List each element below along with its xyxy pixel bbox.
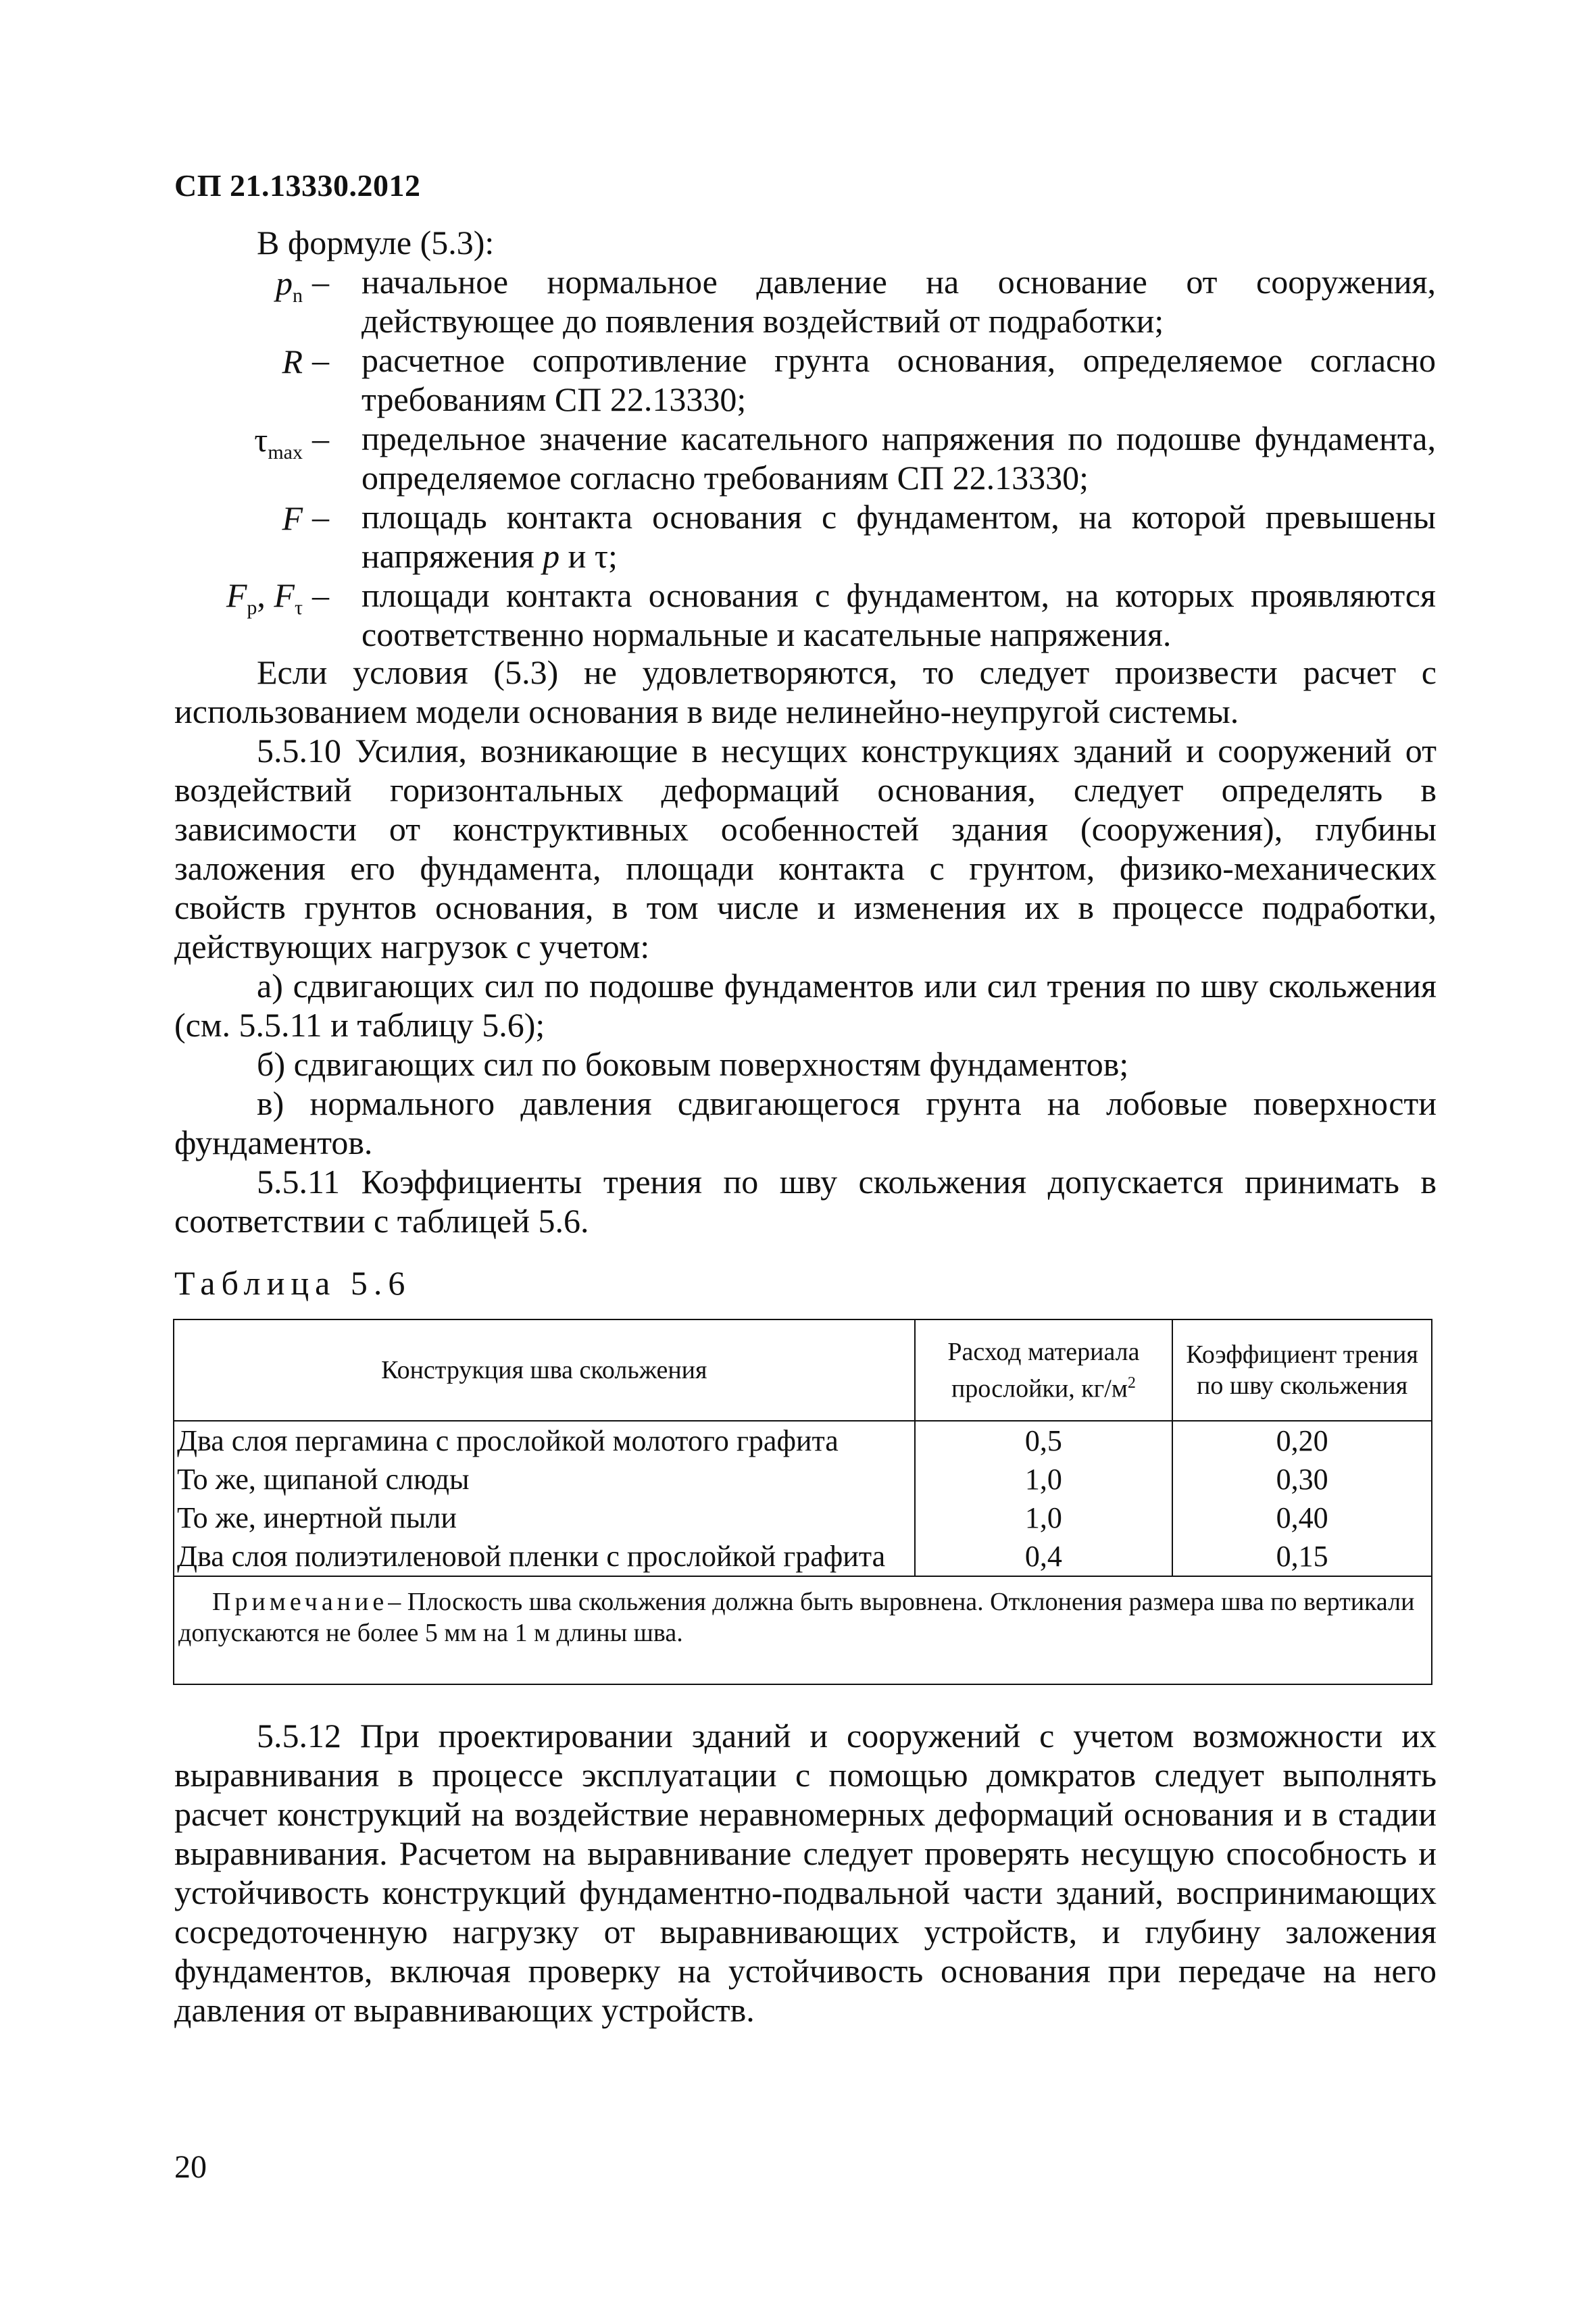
- symbol-r: R: [282, 343, 303, 380]
- cell-consumption: 1,0: [915, 1460, 1173, 1499]
- list-item-c: в) нормального давления сдвигающегося грунта на лобовые поверхности фундаментов.: [174, 1084, 1437, 1161]
- column-header-coefficient: Коэффициент трения по шву скольжения: [1172, 1319, 1432, 1421]
- cell-coefficient: 0,30: [1172, 1460, 1432, 1499]
- definition-r: расчетное сопротивление грунта основания, определяемое согласно требованиям СП 22.13330;: [361, 341, 1436, 418]
- cell-construction: То же, щипаной слюды: [174, 1460, 915, 1499]
- list-item-a: а) сдвигающих сил по подошве фундаментов или сил трения по шву скольжения (см. 5.5.11 и таблицу 5.6);: [174, 967, 1437, 1044]
- definition-dash: –: [312, 341, 329, 379]
- symbol-tau-max: $\tau_{max}$: [254, 421, 303, 463]
- cell-consumption: 0,5: [915, 1421, 1173, 1460]
- definition-fp-ftau: площади контакта основания с фундаментом, на которых проявляются соответственно нормальные и касательные напряжения.: [361, 576, 1436, 653]
- list-item-b: б) сдвигающих сил по боковым поверхностям фундаментов;: [257, 1045, 1129, 1083]
- definition-dash: –: [312, 576, 329, 614]
- symbol-pn: $p_n$: [276, 264, 303, 307]
- table-header-row: [174, 1319, 1432, 1421]
- table-title: Таблица 5.6: [174, 1264, 412, 1302]
- paragraph-5-5-11: 5.5.11 Коэффициенты трения по шву скольжения допускается принимать в соответствии с таблицей 5.6.: [174, 1163, 1437, 1240]
- table-note: [174, 1576, 1432, 1684]
- cell-coefficient: 0,15: [1172, 1537, 1432, 1576]
- document-code: СП 21.13330.2012: [174, 168, 421, 203]
- paragraph-conditions: Если условия (5.3) не удовлетворяются, то следует произвести расчет с использованием модели основания в виде нелинейно-неупругой системы.: [174, 653, 1437, 730]
- cell-coefficient: 0,40: [1172, 1499, 1432, 1537]
- formula-intro: В формуле (5.3):: [257, 224, 495, 261]
- definition-dash: –: [312, 263, 329, 301]
- symbol-f: F: [282, 499, 303, 537]
- note-label: Примечание: [212, 1588, 389, 1616]
- cell-consumption: 1,0: [915, 1499, 1173, 1537]
- table-row: [174, 1499, 1432, 1537]
- table-row: [174, 1421, 1432, 1460]
- table-row: [174, 1460, 1432, 1499]
- cell-construction: То же, инертной пыли: [174, 1499, 915, 1537]
- column-header-construction: Конструкция шва скольжения: [174, 1319, 915, 1421]
- definition-f: площадь контакта основания с фундаментом, на которой превышены напряжения p и τ;: [361, 498, 1436, 575]
- cell-construction: Два слоя пергамина с прослойкой молотого графита: [174, 1421, 915, 1460]
- cell-consumption: 0,4: [915, 1537, 1173, 1576]
- paragraph-5-5-10: 5.5.10 Усилия, возникающие в несущих конструкциях зданий и сооружений от воздействий горизонтальных деформаций основания, следует определять в зависимости от конструктивных особенностей здания (сооружения), глубины заложения его фундамента, площади контакта с грунтом, физико-механических свойств грунтов основания, в том числе и изменения их в процессе подработки, действующих нагрузок с учетом:: [174, 732, 1437, 965]
- page-number: 20: [174, 2149, 207, 2185]
- paragraph-5-5-12: 5.5.12 При проектировании зданий и сооружений с учетом возможности их выравнивания в процессе эксплуатации с помощью домкратов следует выполнять расчет конструкций на воздействие неравномерных деформаций основания и в стадии выравнивания. Расчетом на выравнивание следует проверять несущую способность и устойчивость конструкций фундаментно-подвальной части зданий, воспринимающих сосредоточенную нагрузку от выравнивающих устройств, и глубину заложения фундаментов, включая проверку на устойчивость основания при передаче на него давления от выравнивающих устройств.: [174, 1717, 1437, 2029]
- column-header-consumption: Расход материала прослойки, $кг/м^2$: [915, 1319, 1173, 1421]
- table-note-row: [174, 1576, 1432, 1684]
- cell-coefficient: 0,20: [1172, 1421, 1432, 1460]
- note-text: – Плоскость шва скольжения должна быть выровнена. Отклонения размера шва по вертикали допускаются не более 5 мм на 1 м длины шва.: [178, 1588, 1415, 1647]
- definition-dash: –: [312, 420, 329, 457]
- cell-construction: Два слоя полиэтиленовой пленки с прослойкой графита: [174, 1537, 915, 1576]
- table-row: [174, 1537, 1432, 1576]
- symbol-fp-ftau: $F_p$, $F_\tau$: [226, 576, 303, 619]
- definition-dash: –: [312, 498, 329, 536]
- friction-coefficient-table: [173, 1319, 1432, 1685]
- definition-pn: начальное нормальное давление на основание от сооружения, действующее до появления воздействий от подработки;: [361, 263, 1436, 340]
- definition-tau-max: предельное значение касательного напряжения по подошве фундамента, определяемое согласно требованиям СП 22.13330;: [361, 420, 1436, 497]
